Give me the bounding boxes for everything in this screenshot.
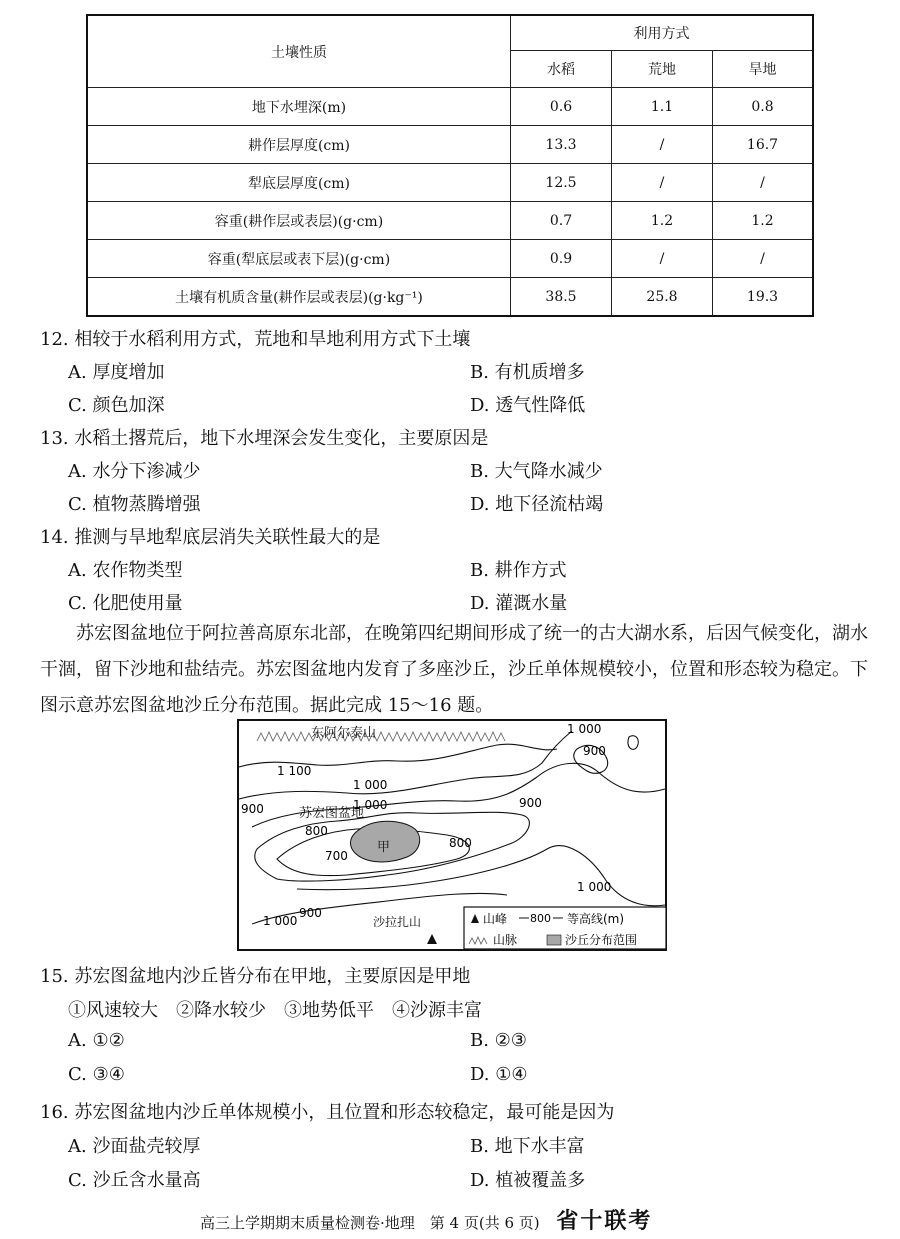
contour-label: 800 <box>449 836 472 850</box>
question-15-stem: 15. 苏宏图盆地内沙丘皆分布在甲地，主要原因是甲地 <box>40 966 471 987</box>
row-label: 容重(犁底层或表下层)(g·cm) <box>87 240 511 278</box>
q16-option-d[interactable]: D. 植被覆盖多 <box>470 1170 586 1191</box>
q14-option-a[interactable]: A. 农作物类型 <box>68 560 183 581</box>
dune-map <box>237 719 667 951</box>
table-row <box>87 164 813 202</box>
table-row <box>87 88 813 126</box>
contour-label: 1 000 <box>263 914 298 928</box>
question-16-stem: 16. 苏宏图盆地内沙丘单体规模小，且位置和形态较稳定，最可能是因为 <box>40 1102 615 1123</box>
map-legend <box>464 907 666 949</box>
cell: 25.8 <box>612 278 713 317</box>
row-label: 土壤有机质含量(耕作层或表层)(g·kg⁻¹) <box>87 278 511 317</box>
cell: / <box>713 240 814 278</box>
brand-logo: 省十联考 <box>556 1208 653 1234</box>
label-peak: 沙拉扎山 <box>373 915 422 929</box>
row-label: 容重(耕作层或表层)(g·cm) <box>87 202 511 240</box>
q14-option-c[interactable]: C. 化肥使用量 <box>68 593 183 614</box>
cell: / <box>713 164 814 202</box>
legend-contour: 等高线(m) <box>567 912 625 926</box>
row-label: 地下水埋深(m) <box>87 88 511 126</box>
cell: 0.9 <box>511 240 612 278</box>
contour-label: 1 000 <box>353 798 388 812</box>
contour-label: 700 <box>325 849 348 863</box>
col-header: 旱地 <box>713 51 814 88</box>
table-row <box>87 240 813 278</box>
q13-option-d[interactable]: D. 地下径流枯竭 <box>470 494 604 515</box>
cell: / <box>612 126 713 164</box>
question-13-stem: 13. 水稻土撂荒后，地下水埋深会发生变化，主要原因是 <box>40 428 489 449</box>
cell: 16.7 <box>713 126 814 164</box>
cell: 38.5 <box>511 278 612 317</box>
q16-option-b[interactable]: B. 地下水丰富 <box>470 1136 585 1157</box>
q13-option-b[interactable]: B. 大气降水减少 <box>470 461 603 482</box>
q14-option-b[interactable]: B. 耕作方式 <box>470 560 567 581</box>
contour-label: 800 <box>305 824 328 838</box>
passage-text: 苏宏图盆地位于阿拉善高原东北部，在晚第四纪期间形成了统一的古大湖水系，后因气候变化，湖水干涸，留下沙地和盐结壳。苏宏图盆地内发育了多座沙丘，沙丘单体规模较小，位置和形态较为稳定。下图示意苏宏图盆地沙丘分布范围。据此完成 15～16 题。 <box>40 623 868 716</box>
cell: 0.8 <box>713 88 814 126</box>
q12-option-d[interactable]: D. 透气性降低 <box>470 395 586 416</box>
q12-option-b[interactable]: B. 有机质增多 <box>470 362 585 383</box>
q13-option-c[interactable]: C. 植物蒸腾增强 <box>68 494 201 515</box>
question-14-stem: 14. 推测与旱地犁底层消失关联性最大的是 <box>40 527 381 548</box>
cell: 12.5 <box>511 164 612 202</box>
label-basin: 苏宏图盆地 <box>299 806 365 821</box>
cell: 13.3 <box>511 126 612 164</box>
q15-option-d[interactable]: D. ①④ <box>470 1064 528 1085</box>
legend-range: 山脉 <box>493 933 518 947</box>
row-label: 犁底层厚度(cm) <box>87 164 511 202</box>
soil-properties-table <box>86 14 814 317</box>
q16-option-c[interactable]: C. 沙丘含水量高 <box>68 1170 201 1191</box>
legend-peak: 山峰 <box>483 912 508 926</box>
cell: 1.2 <box>713 202 814 240</box>
header-use: 利用方式 <box>511 15 814 51</box>
table-row <box>87 202 813 240</box>
legend-contour-value: 800 <box>530 912 551 925</box>
contour-label: 1 000 <box>567 722 602 736</box>
col-header: 荒地 <box>612 51 713 88</box>
contour-label: 900 <box>519 796 542 810</box>
contour-label: 1 000 <box>353 778 388 792</box>
q12-option-c[interactable]: C. 颜色加深 <box>68 395 165 416</box>
contour-label: 1 000 <box>577 880 612 894</box>
contour-label: 900 <box>299 906 322 920</box>
q15-items: ①风速较大 ②降水较少 ③地势低平 ④沙源丰富 <box>68 1000 482 1021</box>
cell: 19.3 <box>713 278 814 317</box>
contour-label: 900 <box>583 744 606 758</box>
table-row <box>87 126 813 164</box>
q15-option-a[interactable]: A. ①② <box>68 1030 125 1051</box>
cell: / <box>612 240 713 278</box>
table-row <box>87 278 813 317</box>
label-jia: 甲 <box>377 840 391 855</box>
q12-option-a[interactable]: A. 厚度增加 <box>68 362 165 383</box>
cell: 0.6 <box>511 88 612 126</box>
cell: / <box>612 164 713 202</box>
header-soil: 土壤性质 <box>87 15 511 88</box>
label-mountain-range: 东阿尔泰山 <box>311 726 377 741</box>
q15-option-b[interactable]: B. ②③ <box>470 1030 527 1051</box>
col-header: 水稻 <box>511 51 612 88</box>
cell: 0.7 <box>511 202 612 240</box>
cell: 1.1 <box>612 88 713 126</box>
cell: 1.2 <box>612 202 713 240</box>
row-label: 耕作层厚度(cm) <box>87 126 511 164</box>
q16-option-a[interactable]: A. 沙面盐壳较厚 <box>68 1136 201 1157</box>
q15-option-c[interactable]: C. ③④ <box>68 1064 125 1085</box>
footer-text: 高三上学期期末质量检测卷·地理 第 4 页(共 6 页) <box>200 1214 540 1232</box>
contour-label: 1 100 <box>277 764 312 778</box>
page-footer <box>200 1204 652 1235</box>
q13-option-a[interactable]: A. 水分下渗减少 <box>68 461 201 482</box>
q14-option-d[interactable]: D. 灌溉水量 <box>470 593 568 614</box>
legend-dune: 沙丘分布范围 <box>565 933 638 947</box>
contour-label: 900 <box>241 802 264 816</box>
question-12-stem: 12. 相较于水稻利用方式，荒地和旱地利用方式下土壤 <box>40 329 471 350</box>
